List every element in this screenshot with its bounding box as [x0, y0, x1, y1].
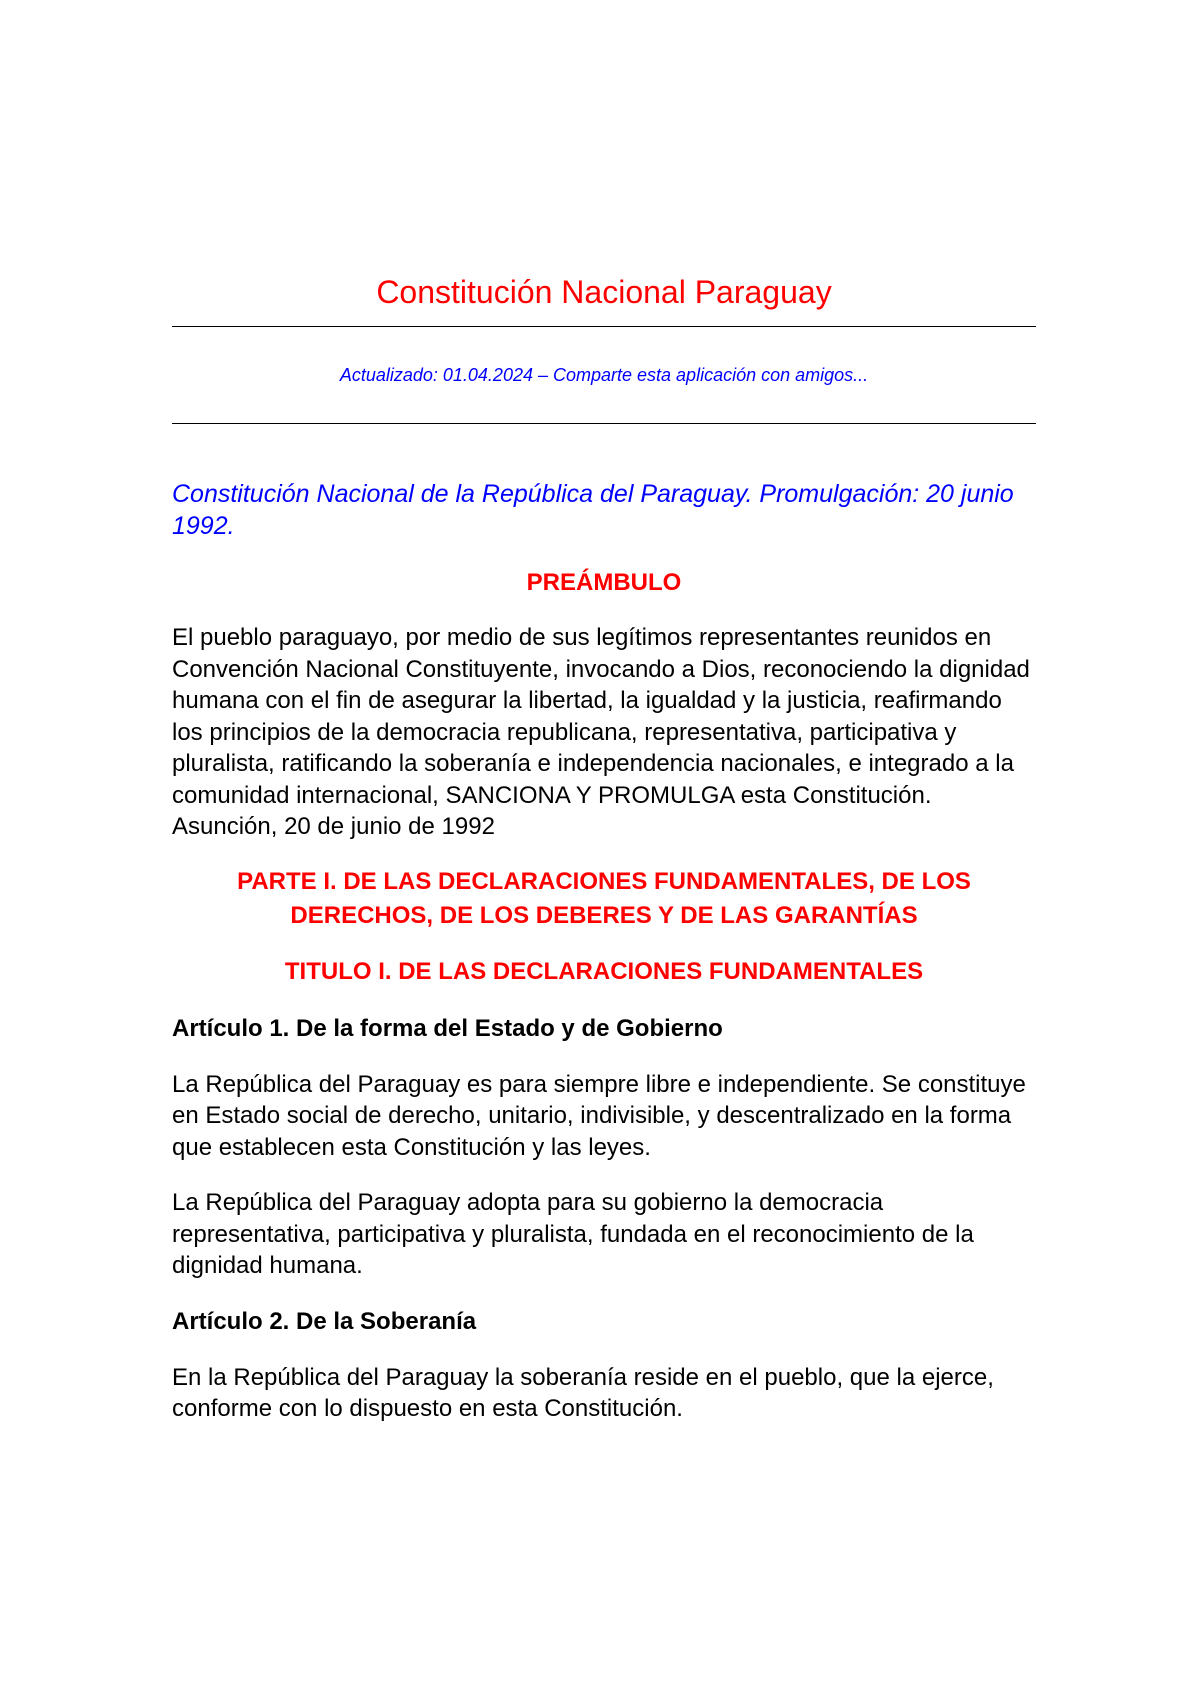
preambulo-place-date: Asunción, 20 de junio de 1992: [172, 813, 495, 840]
page-title: Constitución Nacional Paraguay: [376, 274, 832, 310]
preambulo-text: El pueblo paraguayo, por medio de sus legítimos representantes reunidos en Convención Nacional Constituyente, invocando a Dios, reconociendo la dignidad humana con el fin de asegurar la libertad, la igualdad y la justicia, reafirmando los principios de la democracia republicana, representativa, participativa y pluralista, ratificando la soberanía e independencia nacionales, e integrado a la comunidad internacional, SANCIONA Y PROMULGA esta Constitución.: [172, 624, 1030, 809]
document-subtitle: Constitución Nacional de la República del Paraguay. Promulgación: 20 junio 1992.: [172, 480, 1014, 540]
parte-heading: PARTE I. DE LAS DECLARACIONES FUNDAMENTALES, DE LOS DERECHOS, DE LOS DEBERES Y DE LAS GARANTÍAS: [237, 867, 971, 929]
article-1-paragraph-1: La República del Paraguay es para siempre libre e independiente. Se constituye en Estado social de derecho, unitario, indivisible, y descentralizado en la forma que establecen esta Constitución y las leyes.: [172, 1070, 1026, 1161]
article-2-paragraph-1: En la República del Paraguay la soberanía reside en el pueblo, que la ejerce, conforme con lo dispuesto en esta Constitución.: [172, 1363, 994, 1422]
article-1-paragraph-2: La República del Paraguay adopta para su gobierno la democracia representativa, participativa y pluralista, fundada en el reconocimiento de la dignidad humana.: [172, 1189, 974, 1279]
article-2-heading: Artículo 2. De la Soberanía: [172, 1307, 477, 1335]
document-page: [172, 272, 1036, 1425]
divider-top: [172, 326, 1036, 327]
divider-bottom: [172, 423, 1036, 424]
preambulo-heading: PREÁMBULO: [526, 569, 682, 596]
titulo-heading: TITULO I. DE LAS DECLARACIONES FUNDAMENTALES: [284, 957, 924, 985]
article-1-heading: Artículo 1. De la forma del Estado y de Gobierno: [172, 1014, 723, 1042]
updated-notice[interactable]: Actualizado: 01.04.2024 – Comparte esta aplicación con amigos...: [339, 365, 869, 385]
